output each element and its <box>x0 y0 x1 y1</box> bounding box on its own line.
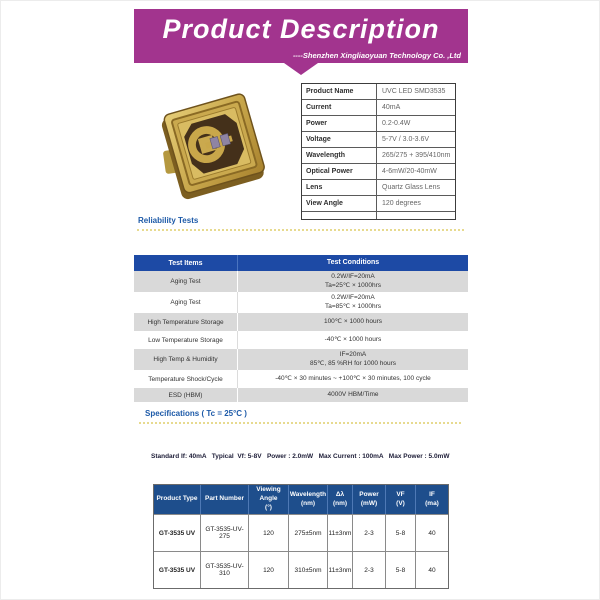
test-item: Aging Test <box>134 292 238 313</box>
spec-label: Optical Power <box>302 164 377 179</box>
table-header-row <box>134 255 468 271</box>
specifications-table <box>153 484 449 589</box>
table-row <box>302 100 455 116</box>
condition-line: Ta=25℃ × 1000hrs <box>324 281 382 289</box>
table-row <box>154 514 448 551</box>
column-header <box>154 485 201 514</box>
table-row <box>134 349 468 370</box>
cell-viewing-angle: 120 <box>249 515 289 551</box>
header-line: (nm) <box>300 499 316 507</box>
table-row <box>134 331 468 349</box>
header-line: VF <box>396 490 405 498</box>
spec-label: View Angle <box>302 196 377 211</box>
header-line: Δλ <box>335 490 345 498</box>
company-subtitle: ----Shenzhen Xingliaoyuan Technology Co. ,Ltd <box>292 51 461 60</box>
header-line: Part Number <box>204 495 244 503</box>
condition-line: 4000V HBM/Time <box>327 390 379 398</box>
header-line: (°) <box>265 503 272 511</box>
column-header <box>416 485 448 514</box>
table-header-row <box>154 485 448 514</box>
condition-line: IF=20mA <box>339 351 367 359</box>
cell-if: 40 <box>428 566 436 574</box>
spec-label <box>302 212 377 219</box>
spec-label: Lens <box>302 180 377 195</box>
spec-value: 4-6mW/20-40mW <box>382 168 437 175</box>
column-header <box>289 485 328 514</box>
cell-wavelength: 275±5nm <box>289 515 328 551</box>
table-row <box>302 196 455 212</box>
column-header: Test Items <box>134 255 238 271</box>
cell-delta-lambda: 11±3nm <box>328 515 353 551</box>
spec-value: Quartz Glass Lens <box>382 184 440 191</box>
table-row <box>154 551 448 588</box>
reliability-table <box>134 255 468 402</box>
table-row <box>134 313 468 331</box>
test-condition <box>238 292 468 313</box>
header-line: (nm) <box>332 499 348 507</box>
cell-wavelength: 310±5nm <box>289 552 328 588</box>
cell-vf: 5-8 <box>386 515 416 551</box>
condition-line: -40℃ × 1000 hours <box>324 335 382 343</box>
header-line: Product Type <box>156 495 198 503</box>
spec-label: Voltage <box>302 132 377 147</box>
column-header <box>328 485 353 514</box>
test-condition <box>238 388 468 402</box>
table-row <box>302 164 455 180</box>
cell-power: 2-3 <box>353 515 386 551</box>
spec-value: 120 degrees <box>382 200 421 207</box>
table-row <box>134 388 468 402</box>
product-spec-table <box>301 83 456 220</box>
dotted-divider <box>139 422 461 424</box>
test-condition <box>238 313 468 331</box>
cell-part-number: GT-3535-UV-310 <box>201 552 249 588</box>
header-line: (mW) <box>360 499 378 507</box>
header-line: Wavelength <box>289 490 327 498</box>
condition-line: 0.2W/IF=20mA <box>331 294 375 302</box>
reliability-section-title: Reliability Tests <box>138 216 199 225</box>
spec-value: 40mA <box>382 104 401 111</box>
cell-power: 2-3 <box>353 552 386 588</box>
cell-vf: 5-8 <box>386 552 416 588</box>
spec-label: Power <box>302 116 377 131</box>
column-header <box>353 485 386 514</box>
spec-value: 5-7V / 3.0-3.6V <box>382 136 430 143</box>
spec-summary-line: Standard If: 40mA Typical Vf: 5-8V Power : 2.0mW Max Current : 100mA Max Power : 5.0mW <box>151 453 450 460</box>
test-item: Temperature Shock/Cycle <box>134 370 238 388</box>
table-row <box>134 271 468 292</box>
dotted-divider <box>137 229 464 231</box>
test-condition <box>238 349 468 370</box>
header-line: IF <box>429 490 435 498</box>
condition-line: 100℃ × 1000 hours <box>323 317 383 325</box>
banner-pointer-triangle <box>284 63 318 75</box>
header-line: Power <box>359 490 379 498</box>
spec-label: Current <box>302 100 377 115</box>
column-header <box>386 485 416 514</box>
table-row <box>302 84 455 100</box>
cell-if: 40 <box>428 529 436 537</box>
column-header <box>201 485 249 514</box>
test-condition <box>238 370 468 388</box>
header-line: (ma) <box>425 499 439 507</box>
cell-viewing-angle: 120 <box>249 552 289 588</box>
test-condition <box>238 271 468 292</box>
table-row <box>302 116 455 132</box>
cell-product-type: GT-3535 UV <box>154 552 201 588</box>
condition-line: Ta=85℃ × 1000hrs <box>324 302 382 310</box>
condition-line: 0.2W/IF=20mA <box>331 273 375 281</box>
cell-product-type: GT-3535 UV <box>154 515 201 551</box>
table-row <box>302 132 455 148</box>
spec-value: 265/275 + 395/410nm <box>382 152 451 159</box>
spec-label: Wavelength <box>302 148 377 163</box>
header-line: (V) <box>396 499 405 507</box>
column-header: Test Conditions <box>326 259 380 267</box>
spec-value: UVC LED SMD3535 <box>382 88 446 95</box>
cell-part-number: GT-3535-UV-275 <box>201 515 249 551</box>
spec-value: 0.2-0.4W <box>382 120 411 127</box>
cell-delta-lambda: 11±3nm <box>328 552 353 588</box>
spec-value <box>377 212 455 219</box>
condition-line: 85℃, 85 %RH for 1000 hours <box>309 359 397 367</box>
test-item: Aging Test <box>134 271 238 292</box>
table-row <box>134 370 468 388</box>
test-item: High Temp & Humidity <box>134 349 238 370</box>
table-row-cutoff <box>302 212 455 219</box>
test-condition <box>238 331 468 349</box>
specifications-section-title: Specifications ( Tc = 25°C ) <box>145 409 247 418</box>
page-title: Product Description <box>162 14 440 44</box>
condition-line: -40℃ × 30 minutes ~ +100℃ × 30 minutes, 100 cycle <box>275 374 431 382</box>
test-item: High Temperature Storage <box>134 313 238 331</box>
banner <box>134 9 468 63</box>
test-item: ESD (HBM) <box>134 388 238 402</box>
led-chip-photo <box>151 89 277 211</box>
table-row <box>302 148 455 164</box>
table-row <box>302 180 455 196</box>
table-row <box>134 292 468 313</box>
spec-label: Product Name <box>302 84 377 99</box>
header-line: Viewing Angle <box>256 486 281 503</box>
column-header <box>249 485 289 514</box>
test-item: Low Temperature Storage <box>134 331 238 349</box>
